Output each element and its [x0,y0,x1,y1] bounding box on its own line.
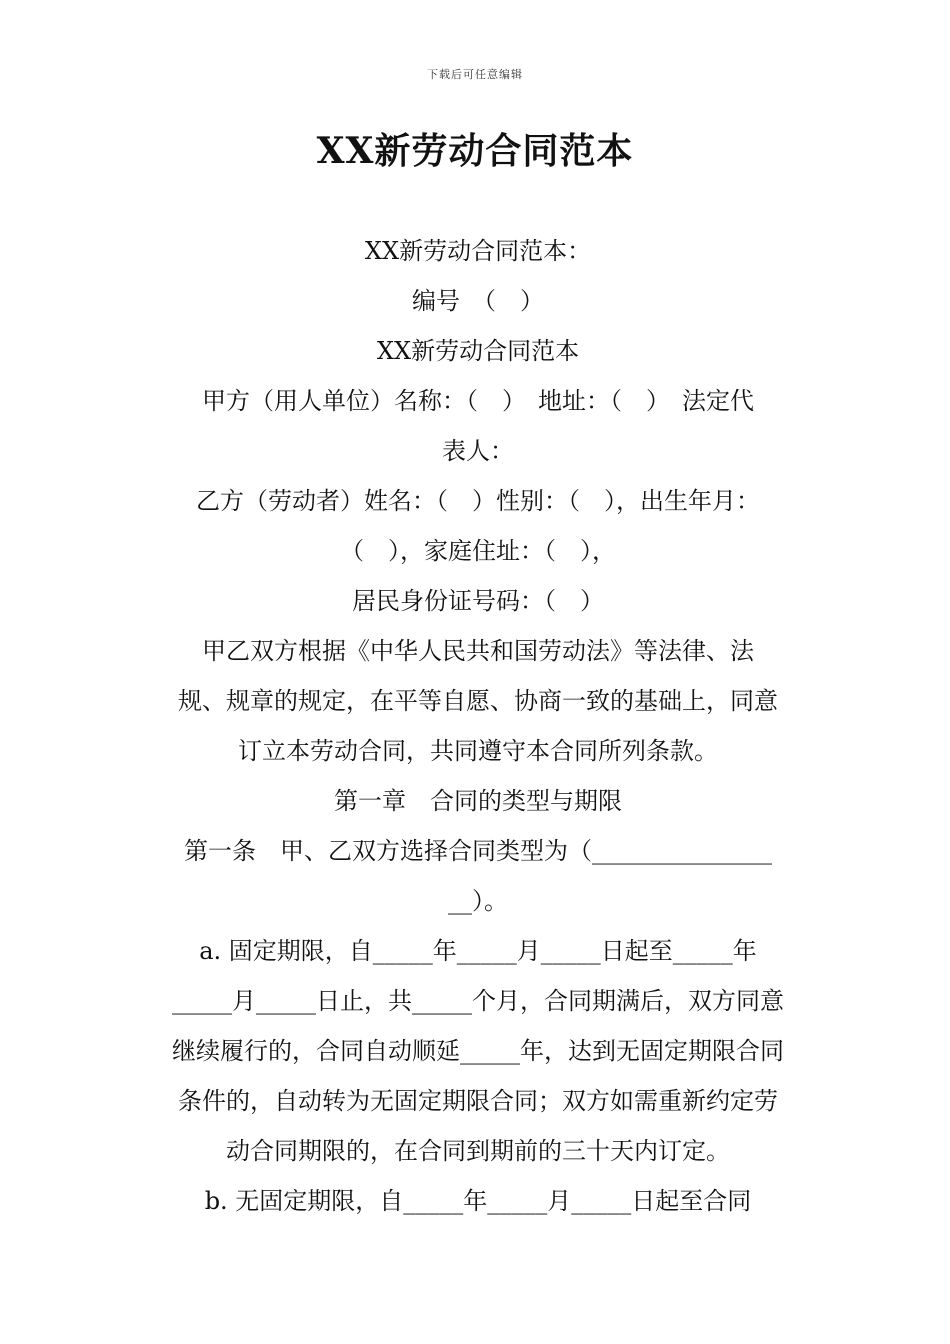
article-1-line-2: __）。 [448,887,508,915]
intro-heading: XX新劳动合同范本： [364,237,592,265]
party-b-line-2: （ ），家庭住址：（ ）， [340,537,616,565]
document-body [148,226,808,1226]
id-number-line: 居民身份证号码：（ ） [352,587,604,615]
party-a-line-2: 表人： [442,437,514,465]
document-title: XX新劳动合同范本 [316,130,634,172]
option-a-line-2: _____月_____日止，共_____个月，合同期满后，双方同意 [172,987,784,1015]
option-a-line-5: 动合同期限的，在合同到期前的三十天内订定。 [226,1137,730,1165]
preamble-line-3: 订立本劳动合同，共同遵守本合同所列条款。 [238,737,718,765]
preamble-line-1: 甲乙双方根据《中华人民共和国劳动法》等法律、法 [202,637,754,665]
header-note: 下载后可任意编辑 [427,68,523,81]
contract-name: XX新劳动合同范本 [376,337,580,365]
article-1-line-1: 第一条 甲、乙双方选择合同类型为（_______________ [184,837,772,865]
contract-number: 编号 （ ） [412,287,544,315]
option-a-line-1: a. 固定期限，自_____年_____月_____日起至_____年 [199,937,757,965]
chapter-heading: 第一章 合同的类型与期限 [334,787,622,815]
preamble-line-2: 规、规章的规定，在平等自愿、协商一致的基础上，同意 [178,687,778,715]
option-b-line-1: b. 无固定期限，自_____年_____月_____日起至合同 [204,1187,752,1215]
option-a-line-3: 继续履行的，合同自动顺延_____年，达到无固定期限合同 [172,1037,784,1065]
party-a-line-1: 甲方（用人单位）名称：（ ） 地址：（ ） 法定代 [202,387,754,415]
party-b-line-1: 乙方（劳动者）姓名：（ ）性别：（ ），出生年月： [196,487,760,515]
option-a-line-4: 条件的，自动转为无固定期限合同；双方如需重新约定劳 [178,1087,778,1115]
